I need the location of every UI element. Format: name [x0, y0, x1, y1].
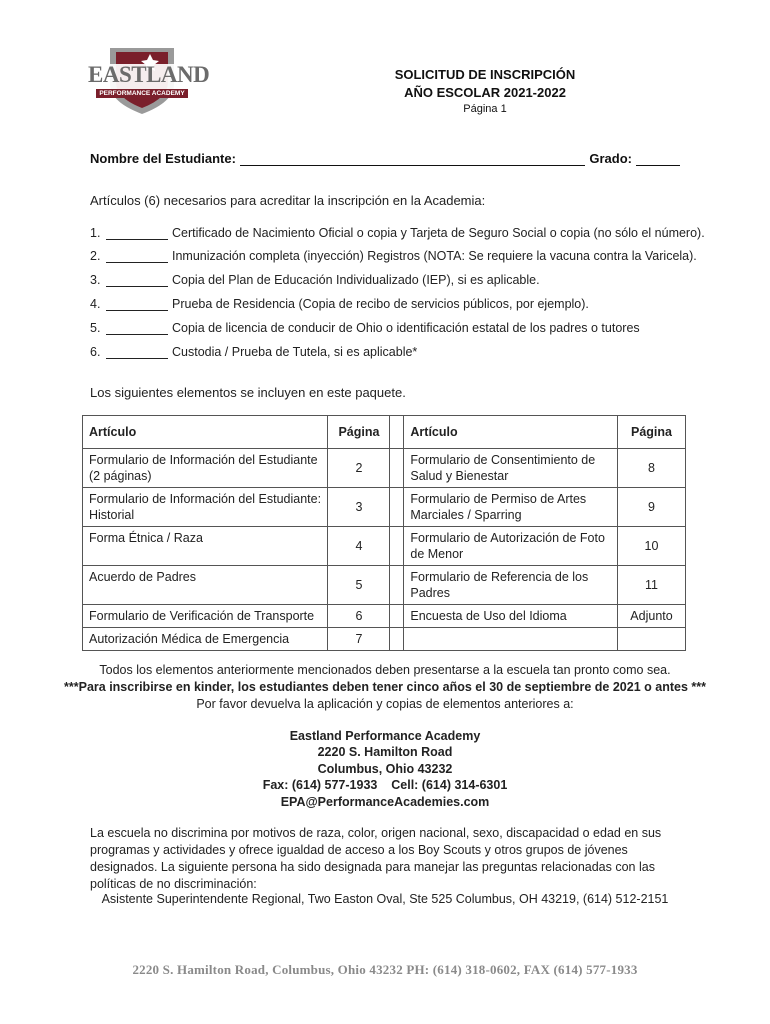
column-spacer	[390, 416, 404, 449]
right-page: Adjunto	[618, 605, 686, 628]
list-item	[90, 273, 540, 287]
logo-subtitle: PERFORMANCE ACADEMY	[99, 90, 185, 97]
table-row	[83, 605, 686, 628]
left-page: 7	[328, 628, 390, 651]
left-item: Autorización Médica de Emergencia	[83, 628, 328, 651]
item-number: 3.	[90, 273, 101, 287]
column-spacer	[390, 605, 404, 628]
column-spacer	[390, 449, 404, 488]
left-item: Formulario de Información del Estudiante (2 páginas)	[83, 449, 328, 488]
table-header-row	[83, 416, 686, 449]
right-item: Formulario de Consentimiento de Salud y Bienestar	[404, 449, 618, 488]
item-text: Prueba de Residencia (Copia de recibo de servicios públicos, por ejemplo).	[172, 297, 589, 311]
right-page: 9	[618, 488, 686, 527]
required-intro: Artículos (6) necesarios para acreditar la inscripción en la Academia:	[90, 193, 486, 208]
column-spacer	[390, 566, 404, 605]
item-text: Certificado de Nacimiento Oficial o copia y Tarjeta de Seguro Social o copia (no sólo el número).	[172, 226, 705, 240]
page-number: Página 1	[463, 103, 507, 115]
right-item: Formulario de Autorización de Foto de Menor	[404, 527, 618, 566]
right-item: Formulario de Referencia de los Padres	[404, 566, 618, 605]
student-name-label: Nombre del Estudiante:	[90, 151, 236, 166]
list-item	[90, 297, 589, 311]
page-footer: 2220 S. Hamilton Road, Columbus, Ohio 43232 PH: (614) 318-0602, FAX (614) 577-1933	[132, 962, 638, 977]
right-page: 8	[618, 449, 686, 488]
item-number: 1.	[90, 226, 101, 240]
table-row	[83, 449, 686, 488]
right-item	[404, 628, 618, 651]
left-item: Formulario de Verificación de Transporte	[83, 605, 328, 628]
left-item: Acuerdo de Padres	[83, 566, 328, 605]
nondiscrimination-policy: La escuela no discrimina por motivos de raza, color, origen nacional, sexo, discapacidad o edad en sus programas y actividades y ofrece igualdad de acceso a los Boy Scouts y otros grupos de jóvenes designados. La siguiente persona ha sido designada para manejar las preguntas relacionadas con las políticas de no discriminación:	[90, 826, 662, 891]
item-text: Custodia / Prueba de Tutela, si es aplicable*	[172, 345, 418, 359]
left-page: 5	[328, 566, 390, 605]
table-row	[83, 527, 686, 566]
item-number: 6.	[90, 345, 101, 359]
right-item: Formulario de Permiso de Artes Marciales / Sparring	[404, 488, 618, 527]
right-page: 10	[618, 527, 686, 566]
item-text: Copia de licencia de conducir de Ohio o identificación estatal de los padres o tutores	[172, 321, 640, 335]
address-school-name: Eastland Performance Academy	[289, 729, 481, 743]
item-number: 5.	[90, 321, 101, 335]
right-item: Encuesta de Uso del Idioma	[404, 605, 618, 628]
table-row	[83, 628, 686, 651]
table-row	[83, 566, 686, 605]
header-page: Página	[618, 416, 686, 449]
checkoff-blank[interactable]	[106, 298, 168, 311]
item-number: 2.	[90, 249, 101, 263]
checkoff-blank[interactable]	[106, 274, 168, 287]
header-page: Página	[328, 416, 390, 449]
policy-contact: Asistente Superintendente Regional, Two Easton Oval, Ste 525 Columbus, OH 43219, (614) 512-2151	[101, 892, 669, 906]
item-number: 4.	[90, 297, 101, 311]
column-spacer	[390, 488, 404, 527]
address-email[interactable]: EPA@PerformanceAcademies.com	[280, 795, 490, 809]
right-page	[618, 628, 686, 651]
package-intro: Los siguientes elementos se incluyen en este paquete.	[90, 385, 406, 400]
left-page: 6	[328, 605, 390, 628]
list-item	[90, 226, 705, 240]
header-item: Artículo	[404, 416, 618, 449]
right-page: 11	[618, 566, 686, 605]
submission-note: Todos los elementos anteriormente mencionados deben presentarse a la escuela tan pronto como sea.	[99, 663, 671, 677]
header-item: Artículo	[83, 416, 328, 449]
column-spacer	[390, 527, 404, 566]
table-row	[83, 488, 686, 527]
form-title: SOLICITUD DE INSCRIPCIÓN	[394, 67, 576, 82]
list-item	[90, 345, 417, 359]
eastland-logo	[88, 44, 210, 116]
logo-wordmark: EASTLAND	[88, 62, 210, 87]
grade-label: Grado:	[589, 151, 632, 166]
checkoff-blank[interactable]	[106, 227, 168, 240]
column-spacer	[390, 628, 404, 651]
address-street: 2220 S. Hamilton Road	[317, 745, 453, 759]
address-city: Columbus, Ohio 43232	[317, 762, 453, 776]
list-item	[90, 249, 697, 263]
item-text: Copia del Plan de Educación Individualizado (IEP), si es aplicable.	[172, 273, 540, 287]
school-year: AÑO ESCOLAR 2021-2022	[404, 85, 566, 100]
student-name-row	[90, 151, 680, 166]
checkoff-blank[interactable]	[106, 346, 168, 359]
item-text: Inmunización completa (inyección) Registros (NOTA: Se requiere la vacuna contra la Varicela).	[172, 249, 697, 263]
package-table	[82, 415, 686, 651]
return-instructions: Por favor devuelva la aplicación y copias de elementos anteriores a:	[196, 697, 574, 711]
checkoff-blank[interactable]	[106, 322, 168, 335]
grade-field[interactable]	[636, 153, 680, 166]
left-page: 3	[328, 488, 390, 527]
left-page: 4	[328, 527, 390, 566]
address-phones: Fax: (614) 577-1933 Cell: (614) 314-6301	[262, 778, 508, 792]
student-name-field[interactable]	[240, 153, 585, 166]
left-page: 2	[328, 449, 390, 488]
checkoff-blank[interactable]	[106, 250, 168, 263]
list-item	[90, 321, 640, 335]
left-item: Formulario de Información del Estudiante: Historial	[83, 488, 328, 527]
left-item: Forma Étnica / Raza	[83, 527, 328, 566]
kinder-age-note: ***Para inscribirse en kinder, los estudiantes deben tener cinco años el 30 de septiembre de 2021 o antes ***	[64, 680, 706, 694]
